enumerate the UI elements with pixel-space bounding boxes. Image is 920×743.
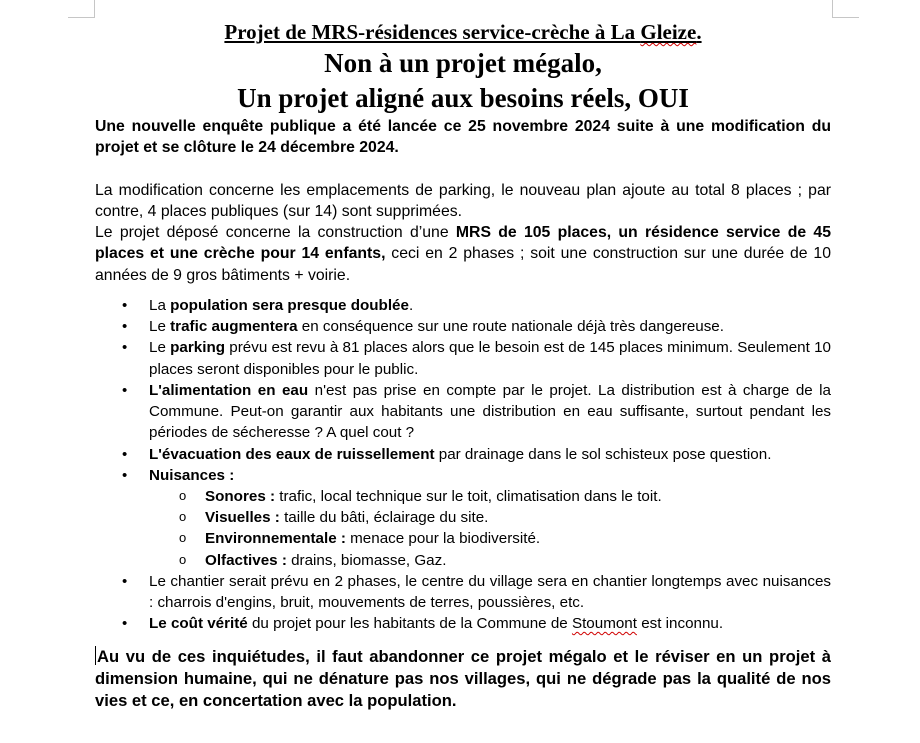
headline-2: Un projet aligné aux besoins réels, OUI [237,83,689,113]
list-item: • Le coût vérité du projet pour les habitants de la Commune de Stoumont est inconnu. [149,613,831,634]
sublist-item: o Olfactives : drains, biomasse, Gaz. [205,550,831,571]
page-corner-mark-left [68,0,95,18]
sublist-item: o Environnementale : menace pour la biodiversité. [205,528,831,549]
list-item: • L'alimentation en eau n'est pas prise en compte par le projet. La distribution est à charge de la Commune. Peut-on garantir aux habitants une distribution en eau suffisante, surtout pendant les périodes de sécheresse ? A quel cout ? [149,380,831,444]
spellcheck-word: Gleize [640,20,697,44]
headline-1: Non à un projet mégalo, [324,48,602,78]
list-item: • La population sera presque doublée. [149,295,831,316]
concerns-list [95,295,831,634]
list-item: • Le chantier serait prévu en 2 phases, le centre du village sera en chantier longtemps avec nuisances : charrois d'engins, bruit, mouvements de terres, poussières, etc. [149,571,831,613]
list-item: • L'évacuation des eaux de ruissellement par drainage dans le sol schisteux pose question. [149,444,831,465]
list-item: • Nuisances : o Sonores : trafic, local technique sur le toit, climatisation dans le toit. o Visuelles : taille du bâti, éclairage du site. o Environnementale : menace pour la biodiversité. o Olfactives : drains, biomasse, Gaz. [149,465,831,571]
spellcheck-word: Stoumont [571,615,637,633]
nuisances-sublist [149,486,831,571]
sublist-item: o Sonores : trafic, local technique sur le toit, climatisation dans le toit. [205,486,831,507]
intro-paragraph: Une nouvelle enquête publique a été lancée ce 25 novembre 2024 suite à une modification du projet et se clôture le 24 décembre 2024. [95,118,831,157]
list-item: • Le parking prévu est revu à 81 places alors que le besoin est de 145 places minimum. Seulement 10 places seront disponibles pour le public. [149,337,831,379]
paragraph-modification: La modification concerne les emplacements de parking, le nouveau plan ajoute au total 8 places ; par contre, 4 places publiques (sur 14) sont supprimées. [95,181,831,220]
list-item: • Le trafic augmentera en conséquence sur une route nationale déjà très dangereuse. [149,316,831,337]
document-title: Projet de MRS-résidences service-crèche à La Gleize. [224,20,702,44]
document-page[interactable] [95,18,831,728]
paragraph-project: Le projet déposé concerne la construction d’une MRS de 105 places, un résidence service de 45 places et une crèche pour 14 enfants, ceci en 2 phases ; soit une construction sur une durée de 10 années de 9 gros bâtiments + voirie. [95,224,831,284]
text-cursor [95,646,96,665]
page-corner-mark-right [832,0,859,18]
conclusion-paragraph: Au vu de ces inquiétudes, il faut abandonner ce projet mégalo et le réviser en un projet à dimension humaine, qui ne dénature pas nos villages, qui ne dégrade pas la qualité de nos vies et ce, en concertation avec la population. [95,647,831,710]
sublist-item: o Visuelles : taille du bâti, éclairage du site. [205,507,831,528]
empty-line [95,159,831,180]
